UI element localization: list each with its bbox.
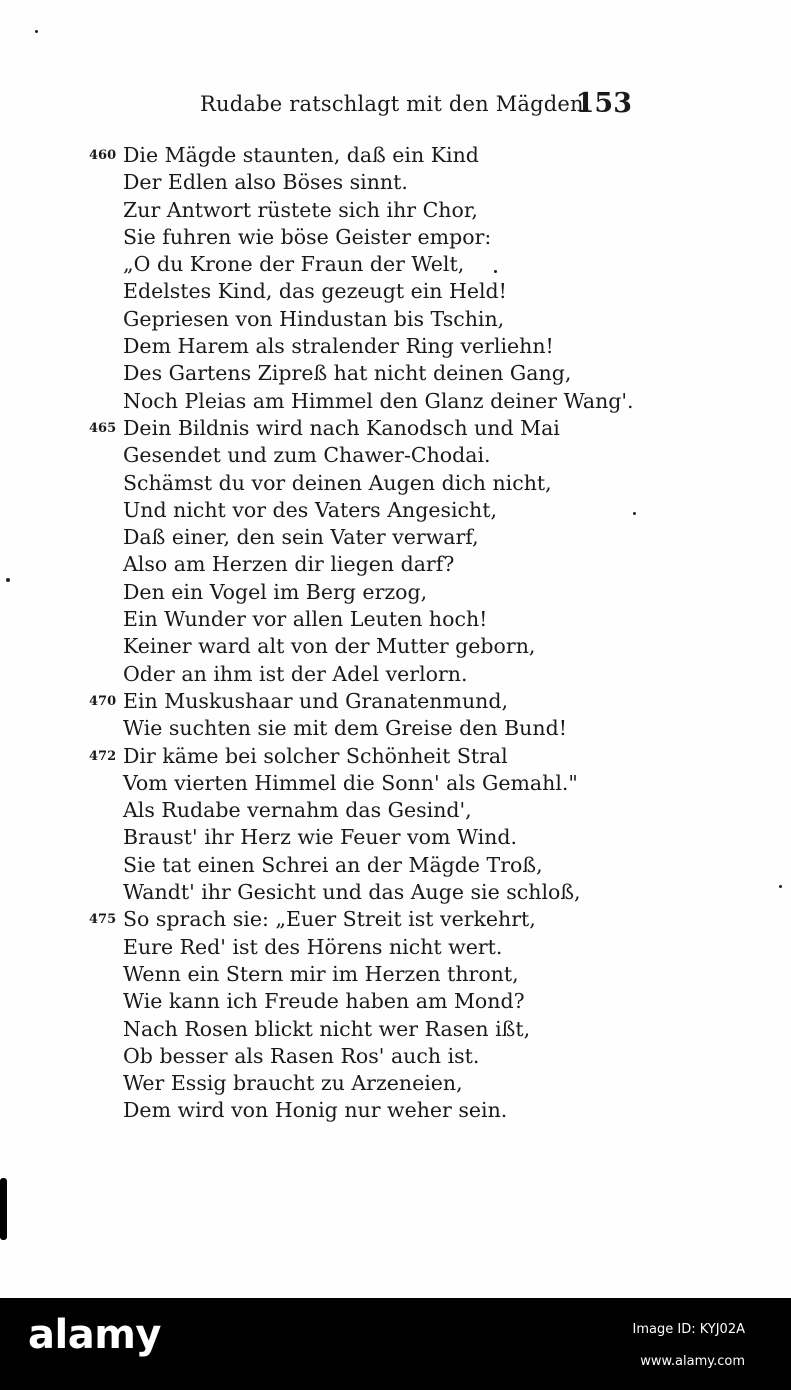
verse-line — [0, 1097, 791, 1124]
verse-line-text: Als Rudabe vernahm das Gesind', — [123, 798, 472, 823]
verse-line — [0, 333, 791, 360]
line-number: 475 — [89, 912, 117, 928]
verse-line-text: Sie tat einen Schrei an der Mägde Troß, — [123, 852, 543, 877]
verse-line — [0, 551, 791, 578]
line-number: 470 — [89, 693, 117, 709]
verse-line — [0, 224, 791, 251]
verse-line-text: Nach Rosen blickt nicht wer Rasen ißt, — [123, 1016, 531, 1041]
verse-line — [0, 306, 791, 333]
verse-line-text: Zur Antwort rüstete sich ihr Chor, — [123, 197, 478, 222]
verse-line — [0, 743, 791, 770]
running-title: Rudabe ratschlagt mit den Mägden. — [200, 92, 591, 116]
verse-line — [0, 934, 791, 961]
verse-line — [0, 879, 791, 906]
line-number: 460 — [89, 148, 117, 163]
verse-line-text: Noch Pleias am Himmel den Glanz deiner Wang'. — [123, 388, 634, 413]
verse-line — [0, 1043, 791, 1070]
binding-edge-mark — [0, 1178, 7, 1240]
verse-line — [0, 442, 791, 469]
verse-line-text: Ob besser als Rasen Ros' auch ist. — [123, 1043, 480, 1068]
verse-line — [0, 797, 791, 824]
verse-line-text: Also am Herzen dir liegen darf? — [123, 552, 455, 577]
verse-line-text: Braust' ihr Herz wie Feuer vom Wind. — [123, 825, 518, 850]
verse-line — [0, 142, 791, 169]
verse-line — [0, 251, 791, 278]
verse-line-text: Keiner ward alt von der Mutter geborn, — [123, 634, 536, 659]
ink-speck — [494, 270, 497, 273]
verse-line — [0, 415, 791, 442]
verse-line — [0, 824, 791, 851]
page-header — [200, 88, 640, 122]
ink-speck — [35, 30, 38, 33]
verse-line-text: Schämst du vor deinen Augen dich nicht, — [123, 470, 552, 495]
verse-line-text: Die Mägde staunten, daß ein Kind — [123, 143, 479, 167]
verse-line-text: Gepriesen von Hindustan bis Tschin, — [123, 306, 505, 331]
verse-line-text: Wenn ein Stern mir im Herzen thront, — [123, 961, 519, 986]
line-number: 465 — [89, 420, 117, 436]
verse-line — [0, 278, 791, 305]
ink-speck — [6, 578, 10, 582]
verse-line — [0, 169, 791, 196]
verse-line-text: Wer Essig braucht zu Arzeneien, — [123, 1071, 463, 1096]
verse-line-text: „O du Krone der Fraun der Welt, — [123, 252, 465, 277]
verse-line — [0, 770, 791, 797]
verse-line-text: Dir käme bei solcher Schönheit Stral — [123, 743, 508, 768]
alamy-logo: alamy — [28, 1312, 161, 1358]
page-number: 153 — [575, 88, 632, 119]
image-id-label: Image ID: KYJ02A — [632, 1322, 745, 1337]
verse-line — [0, 360, 791, 387]
verse-line-text: Eure Red' ist des Hörens nicht wert. — [123, 934, 503, 959]
watermark-banner — [0, 1298, 791, 1390]
verse-line-text: So sprach sie: „Euer Streit ist verkehrt, — [123, 907, 536, 932]
verse-text-block — [0, 142, 791, 1125]
verse-line — [0, 961, 791, 988]
verse-line-text: Ein Wunder vor allen Leuten hoch! — [123, 607, 488, 632]
ink-speck — [633, 512, 636, 515]
verse-line — [0, 852, 791, 879]
verse-line-text: Daß einer, den sein Vater verwarf, — [123, 525, 479, 550]
verse-line — [0, 388, 791, 415]
ink-speck — [779, 885, 782, 888]
verse-line — [0, 1070, 791, 1097]
verse-line — [0, 524, 791, 551]
verse-line-text: Wandt' ihr Gesicht und das Auge sie schloß, — [123, 880, 581, 905]
site-url-label: www.alamy.com — [640, 1354, 745, 1369]
verse-line — [0, 579, 791, 606]
verse-line-text: Wie kann ich Freude haben am Mond? — [123, 989, 525, 1014]
verse-line-text: Und nicht vor des Vaters Angesicht, — [123, 497, 497, 522]
verse-line — [0, 470, 791, 497]
verse-line — [0, 988, 791, 1015]
verse-line-text: Ein Muskushaar und Granatenmund, — [123, 688, 508, 713]
verse-line-text: Dem wird von Honig nur weher sein. — [123, 1098, 508, 1123]
verse-line-text: Dein Bildnis wird nach Kanodsch und Mai — [123, 415, 560, 440]
verse-line — [0, 715, 791, 742]
verse-line-text: Dem Harem als stralender Ring verliehn! — [123, 334, 554, 359]
verse-line-text: Sie fuhren wie böse Geister empor: — [123, 224, 492, 249]
verse-line — [0, 497, 791, 524]
verse-line — [0, 633, 791, 660]
verse-line — [0, 661, 791, 688]
verse-line — [0, 906, 791, 933]
verse-line — [0, 197, 791, 224]
line-number: 472 — [89, 748, 117, 764]
verse-line-text: Der Edlen also Böses sinnt. — [123, 170, 408, 195]
verse-line — [0, 1016, 791, 1043]
verse-line-text: Vom vierten Himmel die Sonn' als Gemahl." — [123, 770, 578, 795]
verse-line-text: Wie suchten sie mit dem Greise den Bund! — [123, 716, 567, 741]
verse-line-text: Den ein Vogel im Berg erzog, — [123, 579, 428, 604]
verse-line — [0, 606, 791, 633]
verse-line — [0, 688, 791, 715]
verse-line-text: Gesendet und zum Chawer-Chodai. — [123, 443, 491, 468]
verse-line-text: Oder an ihm ist der Adel verlorn. — [123, 661, 468, 686]
verse-line-text: Des Gartens Zipreß hat nicht deinen Gang, — [123, 361, 572, 386]
verse-line-text: Edelstes Kind, das gezeugt ein Held! — [123, 279, 507, 304]
